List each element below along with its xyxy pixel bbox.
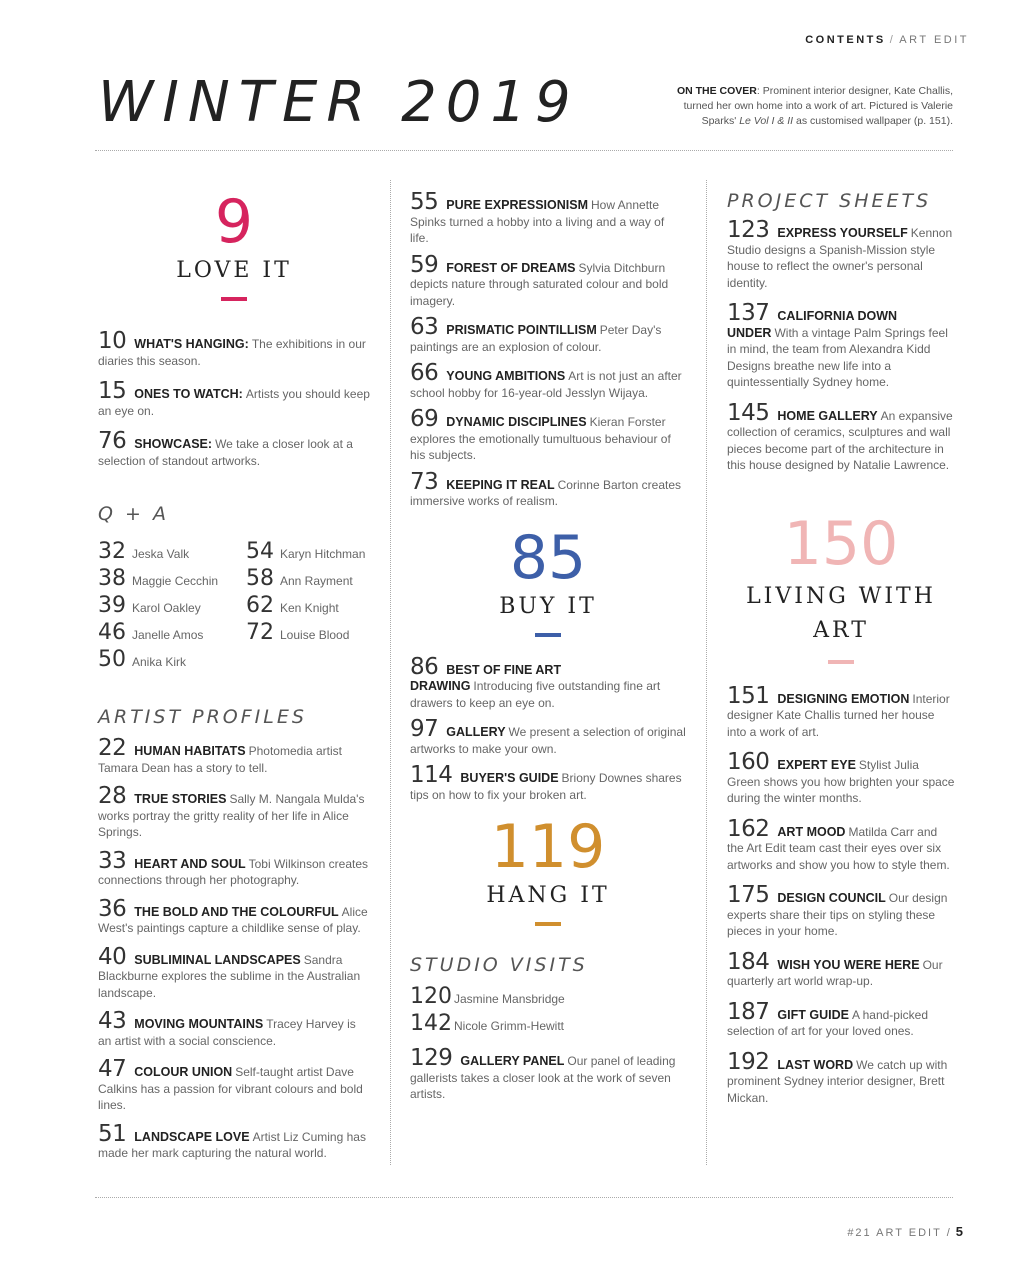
love-it-header bbox=[98, 187, 370, 301]
page-number-label: 142 bbox=[410, 1011, 452, 1036]
entry-description: Matilda Carr and the Art Edit team cast their eyes over six artworks and show you how to style them. bbox=[727, 824, 950, 872]
toc-entry[interactable] bbox=[410, 189, 686, 247]
entry-title: HOME GALLERY bbox=[777, 408, 878, 423]
entry-title: EXPERT EYE bbox=[777, 758, 856, 772]
toc-entry[interactable] bbox=[98, 735, 370, 776]
love-it-bar bbox=[221, 297, 247, 301]
toc-entry[interactable] bbox=[98, 428, 370, 469]
buy-it-list bbox=[410, 653, 686, 804]
top-divider bbox=[95, 150, 953, 151]
living-with-art-header bbox=[727, 508, 955, 664]
qa-list bbox=[98, 539, 370, 672]
toc-entry[interactable] bbox=[98, 1008, 370, 1049]
toc-entry[interactable] bbox=[98, 895, 370, 937]
page-number-label: 175 bbox=[727, 882, 770, 908]
toc-entry[interactable] bbox=[727, 1048, 955, 1107]
toc-entry[interactable] bbox=[727, 217, 955, 291]
entry-description: Art is not just an after school hobby for 16-year-old Jesslyn Wijaya. bbox=[410, 369, 682, 400]
page-number-label: 137 bbox=[727, 300, 770, 326]
hang-it-number: 119 bbox=[490, 812, 606, 882]
love-it-list bbox=[98, 328, 370, 469]
item-name: Jeska Valk bbox=[132, 547, 190, 561]
entry-title: WISH YOU WERE HERE bbox=[777, 957, 920, 972]
buy-it-number: 85 bbox=[509, 522, 587, 593]
entry-title: DESIGNING EMOTION bbox=[777, 691, 910, 706]
page-number-label: 63 bbox=[410, 314, 439, 340]
entry-description: Interior designer Kate Challis turned her house into a work of art. bbox=[727, 691, 950, 739]
entry-description: Tobi Wilkinson creates connections through her photography. bbox=[98, 856, 369, 887]
column-right bbox=[727, 190, 955, 1120]
page-number-label: 10 bbox=[98, 328, 127, 354]
item-name: Louise Blood bbox=[280, 628, 350, 642]
hang-it-bar bbox=[535, 922, 561, 926]
page-number-label: 69 bbox=[410, 406, 439, 432]
artist-profiles-list bbox=[98, 735, 370, 1162]
entry-title: BUYER'S GUIDE bbox=[460, 771, 559, 785]
entry-description: Artist Liz Cuming has made her mark capturing the natural world. bbox=[98, 1129, 366, 1160]
breadcrumb-section: CONTENTS bbox=[805, 34, 886, 46]
toc-entry[interactable] bbox=[410, 314, 686, 355]
entry-description: Sandra Blackburne explores the sublime in the Australian landscape. bbox=[98, 952, 361, 1000]
toc-entry[interactable] bbox=[98, 847, 370, 889]
entry-description: Stylist Julia Green shows you how brighten your space during the winter months. bbox=[727, 758, 955, 805]
toc-entry[interactable] bbox=[727, 948, 955, 990]
cover-text: : Prominent interior designer, Kate Challis, turned her own home into a work of art. Pictured is Valerie Sparks' bbox=[683, 85, 953, 127]
toc-item[interactable] bbox=[246, 539, 394, 564]
entry-title: DESIGN COUNCIL bbox=[777, 891, 886, 905]
love-it-title: LOVE IT bbox=[176, 258, 292, 283]
entry-title: PRISMATIC POINTILLISM bbox=[446, 323, 597, 337]
studio-visits-heading: STUDIO VISITS bbox=[410, 954, 588, 976]
toc-entry[interactable] bbox=[410, 468, 686, 510]
toc-entry[interactable] bbox=[98, 783, 370, 841]
page-number-label: 50 bbox=[98, 647, 126, 672]
entry-title: MOVING MOUNTAINS bbox=[134, 1017, 264, 1031]
entry-description: Our panel of leading gallerists takes a closer look at the work of seven artists. bbox=[410, 1054, 676, 1101]
entry-description: Sylvia Ditchburn depicts nature through saturated colour and bold imagery. bbox=[410, 260, 669, 308]
entry-title: THE BOLD AND THE COLOURFUL bbox=[134, 904, 339, 919]
toc-item[interactable] bbox=[98, 620, 246, 645]
entry-description: Our design experts share their tips on styling these pieces in your home. bbox=[727, 891, 948, 938]
toc-entry[interactable] bbox=[98, 943, 370, 1002]
page-number: 5 bbox=[955, 1224, 965, 1239]
entry-description: Self-taught artist Dave Calkins has a passion for vibrant colours and bold lines. bbox=[98, 1065, 363, 1112]
toc-entry[interactable] bbox=[410, 406, 686, 464]
page-footer bbox=[847, 1224, 965, 1239]
entry-description: Corinne Barton creates immersive works of realism. bbox=[410, 477, 682, 508]
cover-label: ON THE COVER bbox=[676, 85, 757, 97]
entry-title: CALIFORNIA DOWN UNDER bbox=[727, 309, 898, 340]
toc-item[interactable] bbox=[410, 1011, 686, 1036]
page-number-label: 15 bbox=[98, 378, 127, 404]
item-name: Jasmine Mansbridge bbox=[454, 992, 565, 1006]
page-number-label: 192 bbox=[727, 1048, 770, 1075]
entry-title: LAST WORD bbox=[777, 1057, 854, 1072]
toc-entry[interactable] bbox=[98, 328, 370, 369]
studio-visits-list bbox=[410, 984, 686, 1036]
page-number-label: 28 bbox=[98, 783, 127, 809]
entry-description: We present a selection of original artworks to make your own. bbox=[410, 725, 686, 756]
toc-entry[interactable] bbox=[727, 300, 955, 391]
toc-item[interactable] bbox=[246, 620, 394, 645]
entry-title: LANDSCAPE LOVE bbox=[134, 1129, 250, 1144]
living-with-art-title-line1: LIVING WITH bbox=[746, 583, 936, 609]
living-with-art-title bbox=[727, 580, 955, 648]
page-number-label: 123 bbox=[727, 217, 770, 243]
entry-description: The exhibitions in our diaries this season. bbox=[98, 337, 366, 368]
toc-item[interactable] bbox=[410, 984, 686, 1009]
entry-title: KEEPING IT REAL bbox=[446, 477, 555, 492]
entry-description: An expansive collection of ceramics, sculptures and wall pieces become part of the architecture in this house designed by Natalie Lawrence. bbox=[727, 408, 953, 472]
page-number-label: 36 bbox=[98, 895, 127, 922]
item-name: Janelle Amos bbox=[132, 628, 204, 642]
page-number-label: 62 bbox=[246, 593, 274, 618]
toc-entry[interactable] bbox=[98, 378, 370, 419]
page-number-label: 66 bbox=[410, 360, 439, 386]
qa-heading: Q + A bbox=[98, 503, 169, 525]
item-name: Ken Knight bbox=[280, 601, 339, 615]
project-sheets-heading: PROJECT SHEETS bbox=[727, 190, 932, 212]
item-name: Ann Rayment bbox=[280, 574, 353, 588]
page-number-label: 55 bbox=[410, 189, 439, 215]
toc-entry[interactable] bbox=[410, 1045, 686, 1103]
breadcrumb-separator: / bbox=[889, 34, 896, 46]
page-number-label: 54 bbox=[246, 539, 274, 564]
entry-title: ART MOOD bbox=[777, 824, 846, 839]
entry-description: Photomedia artist Tamara Dean has a story to tell. bbox=[98, 744, 342, 775]
page-number-label: 162 bbox=[727, 815, 770, 842]
toc-entry[interactable] bbox=[727, 749, 955, 807]
living-with-art-list bbox=[727, 682, 955, 1107]
entry-description: Kieran Forster explores the emotionally tumultuous behaviour of his subjects. bbox=[410, 415, 671, 462]
gallery-panel-list bbox=[410, 1045, 686, 1103]
page-number-label: 73 bbox=[410, 468, 439, 495]
toc-entry[interactable] bbox=[98, 1120, 370, 1162]
page-number-label: 46 bbox=[98, 620, 126, 645]
page-number-label: 160 bbox=[727, 749, 770, 775]
entry-title: ONES TO WATCH: bbox=[134, 387, 243, 401]
column-divider-2 bbox=[706, 180, 707, 1165]
entry-title: SUBLIMINAL LANDSCAPES bbox=[134, 952, 301, 967]
entry-title: FOREST OF DREAMS bbox=[446, 260, 576, 275]
entry-title: HEART AND SOUL bbox=[134, 856, 246, 871]
page-number-label: 33 bbox=[98, 847, 127, 874]
toc-entry[interactable] bbox=[410, 716, 686, 757]
page-number-label: 47 bbox=[98, 1056, 127, 1082]
love-it-number: 9 bbox=[214, 187, 254, 257]
toc-entry[interactable] bbox=[727, 882, 955, 940]
hang-it-header bbox=[410, 812, 686, 926]
page-number-label: 58 bbox=[246, 566, 274, 591]
entry-description: Tracey Harvey is an artist with a social conscience. bbox=[98, 1017, 356, 1048]
entry-description: Peter Day's paintings are an explosion of colour. bbox=[410, 323, 662, 354]
toc-item[interactable] bbox=[246, 566, 394, 591]
entry-title: GALLERY PANEL bbox=[460, 1054, 565, 1068]
section-breadcrumb bbox=[805, 34, 969, 46]
buy-it-header bbox=[410, 522, 686, 637]
entry-description: Introducing five outstanding fine art drawers to keep an eye on. bbox=[410, 679, 661, 710]
issue-title: WINTER 2019 bbox=[98, 70, 580, 135]
page-number-label: 129 bbox=[410, 1045, 453, 1071]
item-name: Anika Kirk bbox=[132, 655, 187, 669]
toc-item[interactable] bbox=[246, 593, 394, 618]
toc-entry[interactable] bbox=[727, 998, 955, 1040]
toc-entry[interactable] bbox=[98, 1056, 370, 1114]
entry-description: How Annette Spinks turned a hobby into a living and a way of life. bbox=[410, 198, 665, 245]
entry-description: Briony Downes shares tips on how to fix your broken art. bbox=[410, 771, 682, 802]
footer-issue: #21 ART EDIT bbox=[847, 1227, 942, 1239]
page-number-label: 32 bbox=[98, 539, 126, 564]
entry-description: Our quarterly art world wrap-up. bbox=[727, 957, 943, 988]
entry-title: COLOUR UNION bbox=[134, 1065, 233, 1079]
entry-description: We take a closer look at a selection of standout artworks. bbox=[98, 437, 353, 468]
breadcrumb-brand: ART EDIT bbox=[899, 34, 969, 46]
page-number-label: 97 bbox=[410, 716, 439, 742]
page-number-label: 39 bbox=[98, 593, 126, 618]
entry-description: We catch up with prominent Sydney interior designer, Brett Mickan. bbox=[727, 1057, 948, 1105]
entry-title: GIFT GUIDE bbox=[777, 1007, 849, 1022]
cover-note bbox=[653, 84, 953, 129]
page-number-label: 51 bbox=[98, 1120, 127, 1147]
toc-entry[interactable] bbox=[410, 360, 686, 401]
entry-title: TRUE STORIES bbox=[134, 792, 227, 806]
item-name: Maggie Cecchin bbox=[132, 574, 219, 588]
entry-title: GALLERY bbox=[446, 725, 506, 739]
page-number-label: 187 bbox=[727, 998, 770, 1025]
page-number-label: 86 bbox=[410, 653, 439, 680]
living-with-art-number: 150 bbox=[783, 508, 899, 579]
page-number-label: 22 bbox=[98, 735, 127, 761]
toc-item[interactable] bbox=[98, 593, 246, 618]
item-name: Karyn Hitchman bbox=[280, 547, 366, 561]
buy-it-bar bbox=[535, 633, 561, 637]
footer-separator: / bbox=[946, 1227, 952, 1239]
page-number-label: 59 bbox=[410, 251, 439, 278]
entry-description: With a vintage Palm Springs feel in mind, the team from Alexandra Kidd Designs breathe new life into a quintessentially Sydney home. bbox=[727, 325, 948, 389]
column-middle bbox=[410, 189, 686, 1113]
toc-entry[interactable] bbox=[410, 251, 686, 310]
item-name: Karol Oakley bbox=[132, 601, 201, 615]
page-number-label: 76 bbox=[98, 428, 127, 454]
toc-item[interactable] bbox=[98, 566, 246, 591]
page-number-label: 145 bbox=[727, 399, 770, 426]
entry-description: Alice West's paintings capture a childlike sense of play. bbox=[98, 904, 368, 935]
toc-item[interactable] bbox=[98, 539, 246, 564]
cover-artwork-title: Le Vol I & II bbox=[739, 115, 794, 127]
project-sheets-list bbox=[727, 217, 955, 474]
entry-title: YOUNG AMBITIONS bbox=[446, 369, 566, 383]
entry-description: Artists you should keep an eye on. bbox=[98, 387, 370, 418]
toc-entry[interactable] bbox=[727, 399, 955, 474]
entry-title: SHOWCASE: bbox=[134, 437, 213, 451]
entry-title: WHAT'S HANGING: bbox=[134, 337, 249, 351]
entry-description: Kennon Studio designs a Spanish-Mission style house to reflect the owner's personal identity. bbox=[727, 226, 953, 290]
buy-it-title: BUY IT bbox=[499, 593, 597, 619]
column-left bbox=[98, 180, 370, 1174]
entry-title: HUMAN HABITATS bbox=[134, 744, 246, 758]
hang-it-title: HANG IT bbox=[486, 883, 610, 908]
column-divider-1 bbox=[390, 180, 391, 1165]
page-number-label: 40 bbox=[98, 943, 127, 970]
bottom-divider bbox=[95, 1197, 953, 1198]
living-with-art-bar bbox=[828, 660, 854, 664]
toc-item[interactable] bbox=[98, 647, 246, 672]
features-list bbox=[410, 189, 686, 510]
entry-title: DYNAMIC DISCIPLINES bbox=[446, 415, 587, 429]
living-with-art-title-line2: ART bbox=[813, 617, 869, 643]
page-number-label: 43 bbox=[98, 1008, 127, 1034]
page-number-label: 151 bbox=[727, 682, 770, 709]
toc-entry[interactable] bbox=[410, 762, 686, 803]
toc-entry[interactable] bbox=[727, 815, 955, 874]
page-number-label: 38 bbox=[98, 566, 126, 591]
page-number-label: 184 bbox=[727, 948, 770, 975]
toc-entry[interactable] bbox=[727, 682, 955, 741]
page-number-label: 72 bbox=[246, 620, 274, 645]
toc-entry[interactable] bbox=[410, 653, 686, 712]
artist-profiles-heading: ARTIST PROFILES bbox=[98, 706, 307, 728]
item-name: Nicole Grimm-Hewitt bbox=[454, 1019, 565, 1033]
entry-description: A hand-picked selection of art for your loved ones. bbox=[727, 1007, 928, 1038]
cover-text-end: as customised wallpaper (p. 151). bbox=[793, 115, 953, 127]
page-number-label: 114 bbox=[410, 762, 453, 788]
entry-title: EXPRESS YOURSELF bbox=[777, 226, 908, 240]
entry-title: BEST OF FINE ART DRAWING bbox=[410, 662, 562, 693]
page-number-label: 120 bbox=[410, 984, 452, 1009]
entry-title: PURE EXPRESSIONISM bbox=[446, 198, 588, 212]
entry-description: Sally M. Nangala Mulda's works portray the gritty reality of her life in Alice Springs. bbox=[98, 792, 365, 839]
